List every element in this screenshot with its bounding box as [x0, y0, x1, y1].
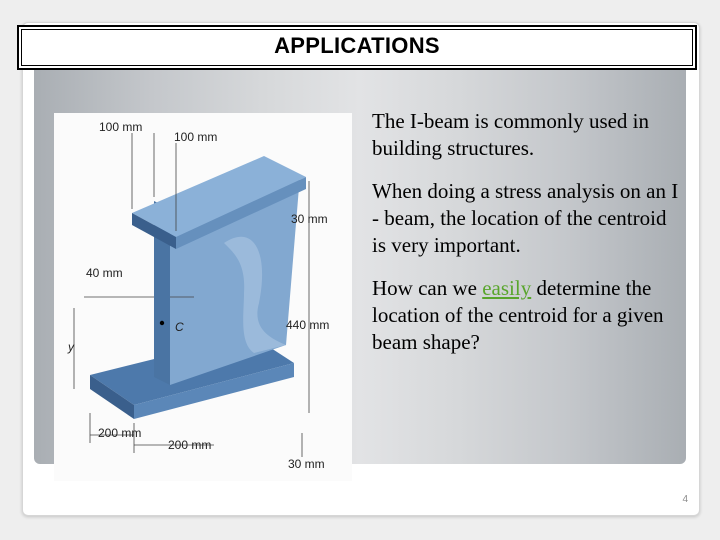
label-440mm: 440 mm [286, 318, 330, 332]
centroid-dot [160, 321, 164, 325]
label-200mm-left: 200 mm [98, 426, 142, 440]
label-y: y [68, 340, 74, 354]
label-40mm: 40 mm [86, 266, 123, 280]
label-30mm-top: 30 mm [291, 212, 328, 226]
easily-link[interactable]: easily [482, 276, 532, 300]
paragraph-stress-analysis: When doing a stress analysis on an I - beam, the location of the centroid is very important. [372, 179, 679, 257]
i-beam-figure [54, 113, 352, 481]
page-number: 4 [682, 494, 688, 505]
slide-title: APPLICATIONS [274, 33, 440, 58]
label-100mm-left: 100 mm [99, 120, 143, 134]
body-text [372, 108, 682, 372]
paragraph-ibeam-usage: The I-beam is commonly used in building structures. [372, 109, 650, 160]
label-100mm-right: 100 mm [174, 130, 218, 144]
paragraph-question [372, 275, 682, 356]
question-start: How can we [372, 276, 483, 300]
i-beam-diagram [54, 113, 352, 481]
label-200mm-right: 200 mm [168, 438, 212, 452]
label-centroid: C [175, 320, 184, 334]
question-end: determine the location of the centroid for a given beam shape? [372, 276, 664, 354]
title-bar [17, 25, 697, 70]
label-30mm-bottom: 30 mm [288, 457, 325, 471]
